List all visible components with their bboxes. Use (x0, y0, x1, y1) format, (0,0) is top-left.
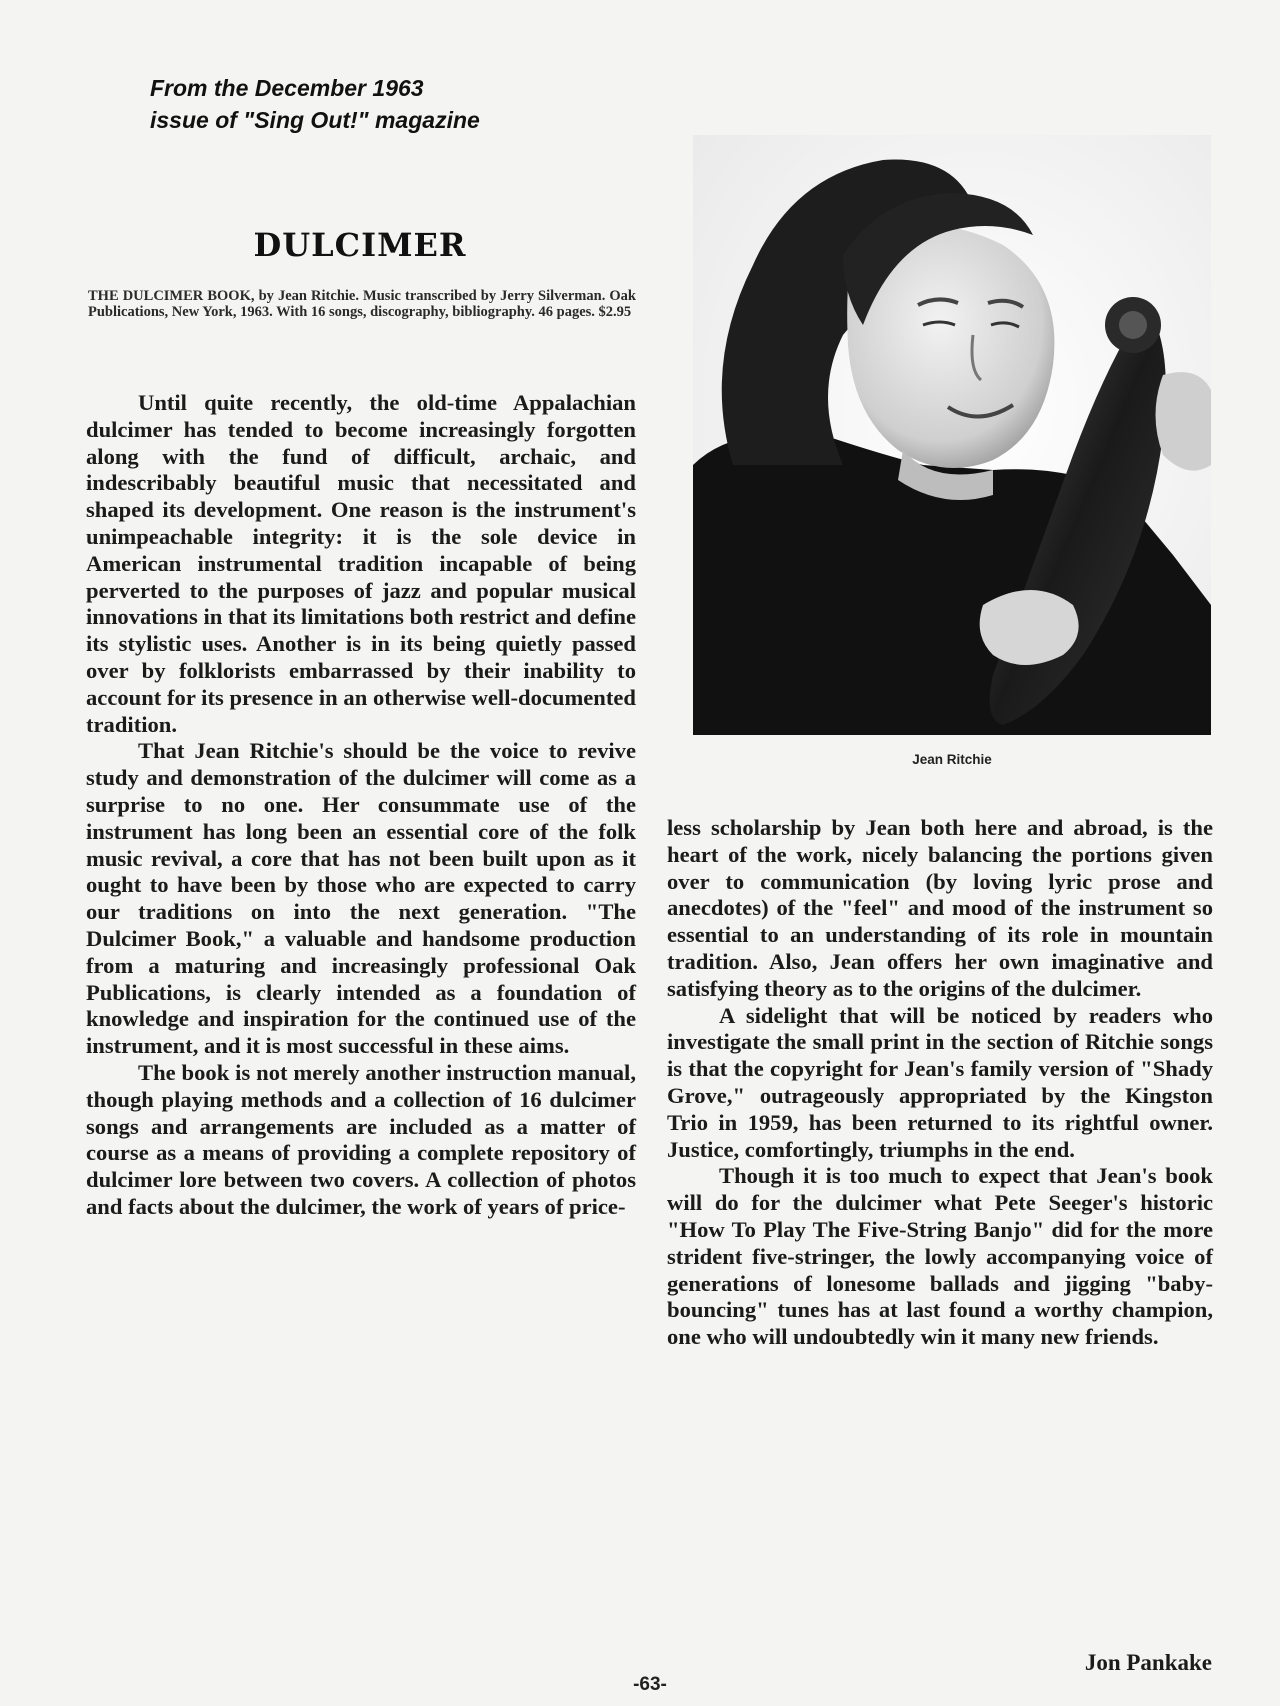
portrait-photo-drawing (693, 135, 1211, 735)
article-headline: DULCIMER (253, 226, 467, 264)
source-note-line-2: issue of "Sing Out!" magazine (150, 107, 480, 133)
paragraph: That Jean Ritchie's should be the voice to revive study and demonstration of the dulcimer will come as a surprise to no one. Her consummate use of the instrument has long been an essential core of the folk music revival, a core that has not been built upon as it ought to have been by those who are expected to carry our traditions on into the next generation. "The Dulcimer Book," a valuable and handsome production from a maturing and increasingly professional Oak Publications, is clearly intended as a foundation of knowledge and inspiration for the continued use of the instrument, and it is most successful in these aims. (86, 738, 636, 1059)
photo-caption: Jean Ritchie (912, 752, 992, 767)
author-byline: Jon Pankake (1084, 1650, 1212, 1675)
source-note-line-1: From the December 1963 (150, 75, 424, 101)
paragraph: A sidelight that will be noticed by readers who investigate the small print in the section of Ritchie songs is that the copyright for Jean's family version of "Shady Grove," outrageously appropriated by the Kingston Trio in 1959, has been returned to its rightful owner. Justice, comfortingly, triumphs in the end. (667, 1002, 1213, 1162)
paragraph: less scholarship by Jean both here and abroad, is the heart of the work, nicely balancing the portions given over to communication (by loving lyric prose and anecdotes) of the "feel" and mood of the instrument so essential to an understanding of its role in mountain tradition. Also, Jean offers her own imaginative and satisfying theory as to the origins of the dulcimer. (667, 815, 1213, 1001)
book-bibliography: THE DULCIMER BOOK, by Jean Ritchie. Music transcribed by Jerry Silverman. Oak Publications, New York, 1963. With 16 songs, discography, bibliography. 46 pages. $2.95 (88, 288, 636, 320)
paragraph: The book is not merely another instruction manual, though playing methods and a collection of 16 dulcimer songs and arrangements are included as a matter of course as a means of providing a complete repository of dulcimer lore between two covers. A collection of photos and facts about the dulcimer, the work of years of price- (86, 1059, 636, 1219)
page-number: -63- (633, 1674, 667, 1695)
right-column (667, 815, 1213, 1351)
portrait-photo (693, 135, 1211, 735)
source-note (150, 72, 630, 136)
paragraph: Though it is too much to expect that Jean's book will do for the dulcimer what Pete Seeger's historic "How To Play The Five-String Banjo" did for the more strident five-stringer, the lowly accompanying voice of generations of lonesome ballads and jigging "baby-bouncing" tunes has at last found a worthy champion, one who will undoubtedly win it many new friends. (667, 1163, 1213, 1350)
paragraph: Until quite recently, the old-time Appalachian dulcimer has tended to become increasingly forgotten along with the fund of difficult, archaic, and indescribably beautiful music that necessitated and shaped its development. One reason is the instrument's unimpeachable integrity: it is the sole device in American instrumental tradition incapable of being perverted to the purposes of jazz and popular musical innovations in that its limitations both restrict and define its stylistic uses. Another is in its being quietly passed over by folklorists embarrassed by their inability to account for its presence in an otherwise well-documented tradition. (86, 390, 636, 737)
left-column (86, 390, 636, 1221)
